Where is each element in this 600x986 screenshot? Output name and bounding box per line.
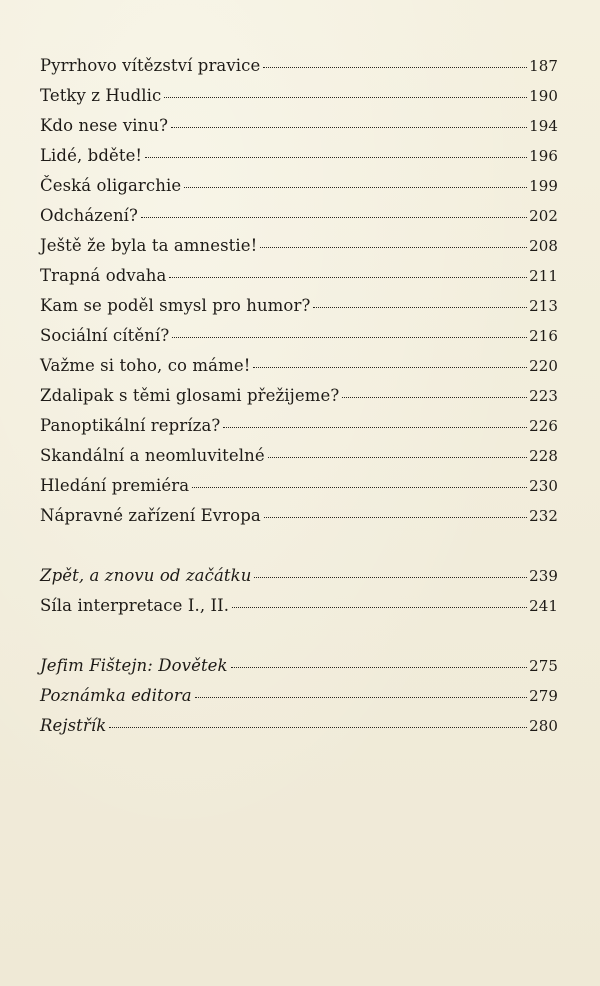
dot-leader xyxy=(184,187,527,188)
toc-entry-page: 223 xyxy=(529,387,558,405)
toc-entry xyxy=(40,386,558,412)
toc-entry xyxy=(40,476,558,502)
toc-entry xyxy=(40,566,558,592)
toc-entry-title: Nápravné zařízení Evropa xyxy=(40,506,261,525)
toc-entry-page: 241 xyxy=(529,597,558,615)
toc-entry-title: Sociální cítění? xyxy=(40,326,170,345)
dot-leader xyxy=(232,607,527,608)
toc-entry-page: 208 xyxy=(529,237,558,255)
toc-entry-page: 220 xyxy=(529,357,558,375)
toc-entry xyxy=(40,596,558,622)
toc-entry-title: Kam se poděl smysl pro humor? xyxy=(40,296,311,315)
toc-entry-page: 228 xyxy=(529,447,558,465)
toc-entry-page: 199 xyxy=(529,177,558,195)
toc-entry-page: 187 xyxy=(529,57,558,75)
toc-entry xyxy=(40,266,558,292)
toc-entry-page: 230 xyxy=(529,477,558,495)
toc-entry-title: Kdo nese vinu? xyxy=(40,116,169,135)
toc-entry-title: Pyrrhovo vítězství pravice xyxy=(40,56,261,75)
dot-leader xyxy=(141,217,527,218)
toc-entry xyxy=(40,506,558,532)
toc-entry xyxy=(40,206,558,232)
dot-leader xyxy=(260,247,527,248)
toc-entry-page: 216 xyxy=(529,327,558,345)
toc-entry-page: 196 xyxy=(529,147,558,165)
dot-leader xyxy=(171,127,527,128)
dot-leader xyxy=(172,337,527,338)
toc-entry-title: Hledání premiéra xyxy=(40,476,190,495)
toc-entry-title: Odcházení? xyxy=(40,206,139,225)
dot-leader xyxy=(109,727,527,728)
toc-entry xyxy=(40,716,558,742)
toc-entry-title: Síla interpretace I., II. xyxy=(40,596,230,615)
toc-entry-page: 194 xyxy=(529,117,558,135)
toc-entry-page: 211 xyxy=(529,267,558,285)
toc-entry xyxy=(40,176,558,202)
toc-entry-title: Zpět, a znovu od začátku xyxy=(40,566,252,585)
toc-entry xyxy=(40,686,558,712)
toc-entry-title: Rejstřík xyxy=(40,716,107,735)
dot-leader xyxy=(231,667,527,668)
dot-leader xyxy=(264,517,527,518)
dot-leader xyxy=(268,457,527,458)
toc-entry-page: 239 xyxy=(529,567,558,585)
toc-entry-page: 213 xyxy=(529,297,558,315)
toc-entry-title: Zdalipak s těmi glosami přežijeme? xyxy=(40,386,340,405)
dot-leader xyxy=(164,97,527,98)
dot-leader xyxy=(342,397,527,398)
toc-entry-title: Važme si toho, co máme! xyxy=(40,356,251,375)
dot-leader xyxy=(195,697,527,698)
toc-entry-title: Skandální a neomluvitelné xyxy=(40,446,265,465)
dot-leader xyxy=(145,157,527,158)
toc-entry xyxy=(40,296,558,322)
toc-entry-title: Česká oligarchie xyxy=(40,176,182,195)
toc-entry-title: Panoptikální repríza? xyxy=(40,416,221,435)
toc-entry-page: 275 xyxy=(529,657,558,675)
toc-entry xyxy=(40,146,558,172)
toc-entry-page: 226 xyxy=(529,417,558,435)
toc-entry xyxy=(40,236,558,262)
toc-entry-page: 280 xyxy=(529,717,558,735)
toc-entry-page: 202 xyxy=(529,207,558,225)
toc-entry xyxy=(40,656,558,682)
toc-entry-title: Jefim Fištejn: Dovětek xyxy=(40,656,228,675)
toc-entry-title: Ještě že byla ta amnestie! xyxy=(40,236,258,255)
dot-leader xyxy=(192,487,527,488)
dot-leader xyxy=(223,427,527,428)
toc-entry xyxy=(40,446,558,472)
toc-entry xyxy=(40,416,558,442)
toc-entry-title: Lidé, bděte! xyxy=(40,146,143,165)
toc-entry-page: 232 xyxy=(529,507,558,525)
dot-leader xyxy=(253,367,527,368)
toc-entry-title: Poznámka editora xyxy=(40,686,192,705)
dot-leader xyxy=(313,307,527,308)
toc-entry xyxy=(40,56,558,82)
toc-entry-title: Trapná odvaha xyxy=(40,266,167,285)
toc-entry xyxy=(40,356,558,382)
dot-leader xyxy=(254,577,527,578)
toc-entry xyxy=(40,86,558,112)
toc-entry xyxy=(40,116,558,142)
toc-entry-page: 279 xyxy=(529,687,558,705)
toc-entry-page: 190 xyxy=(529,87,558,105)
toc-entry-title: Tetky z Hudlic xyxy=(40,86,162,105)
toc-entry xyxy=(40,326,558,352)
dot-leader xyxy=(169,277,527,278)
dot-leader xyxy=(263,67,527,68)
